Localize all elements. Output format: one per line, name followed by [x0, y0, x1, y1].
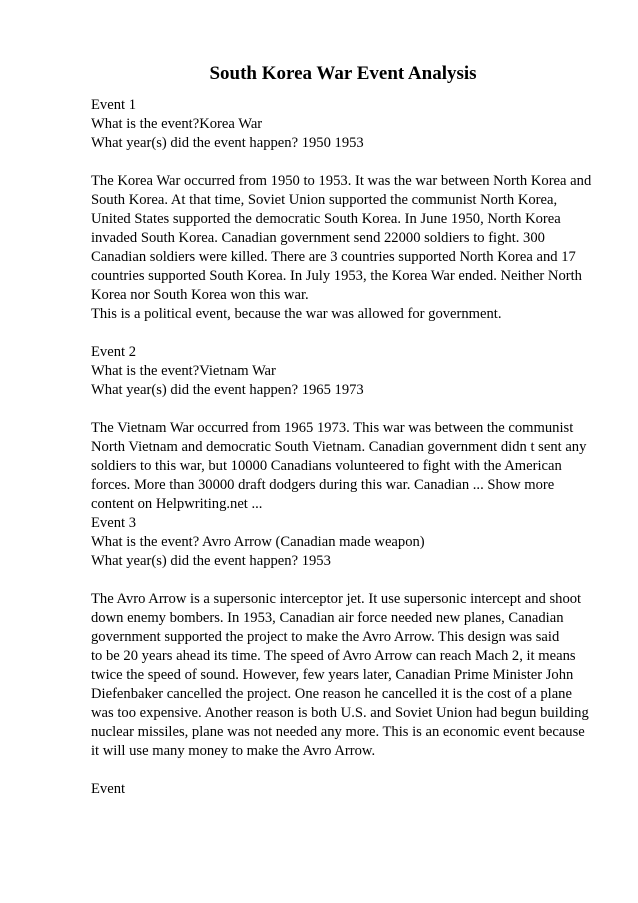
event-1-paragraph-line: United States supported the democratic South Korea. In June 1950, North Korea: [91, 211, 561, 227]
event-2-question-event: What is the event?Vietnam War: [91, 363, 276, 379]
trailing-event-heading: Event: [91, 781, 126, 797]
event-1-heading: Event 1: [91, 97, 136, 113]
event-2-paragraph-line: North Vietnam and democratic South Vietnam. Canadian government didn t sent any: [91, 439, 587, 455]
event-1-paragraph-line: invaded South Korea. Canadian government send 22000 soldiers to fight. 300: [91, 230, 545, 246]
event-3-paragraph-line: government supported the project to make the Avro Arrow. This design was said: [91, 629, 560, 645]
event-1-paragraph-line: Korea nor South Korea won this war.: [91, 287, 309, 303]
event-2-paragraph-line: soldiers to this war, but 10000 Canadians volunteered to fight with the American: [91, 458, 562, 474]
event-3-paragraph-line: nuclear missiles, plane was not needed any more. This is an economic event because: [91, 724, 585, 740]
event-3-paragraph-line: to be 20 years ahead its time. The speed of Avro Arrow can reach Mach 2, it means: [91, 648, 576, 664]
event-2-question-year: What year(s) did the event happen? 1965 1973: [91, 382, 364, 398]
event-2-paragraph-line: The Vietnam War occurred from 1965 1973. This war was between the communist: [91, 420, 574, 436]
event-3-question-event: What is the event? Avro Arrow (Canadian made weapon): [91, 534, 425, 550]
document-title: South Korea War Event Analysis: [209, 63, 477, 84]
paragraph-gap: [91, 153, 611, 172]
event-2-heading: Event 2: [91, 344, 136, 360]
paragraph-gap: [91, 324, 611, 343]
event-1-paragraph-line: Canadian soldiers were killed. There are 3 countries supported North Korea and 17: [91, 249, 576, 265]
document-body: [91, 96, 611, 799]
paragraph-gap: [91, 571, 611, 590]
event-3-paragraph-line: The Avro Arrow is a supersonic interceptor jet. It use supersonic intercept and shoot: [91, 591, 582, 607]
event-1-paragraph-line: The Korea War occurred from 1950 to 1953. It was the war between North Korea and: [91, 173, 592, 189]
event-1-paragraph-line: South Korea. At that time, Soviet Union supported the communist North Korea,: [91, 192, 558, 208]
event-3-heading: Event 3: [91, 515, 136, 531]
event-1-question-year: What year(s) did the event happen? 1950 1953: [91, 135, 364, 151]
paragraph-gap: [91, 761, 611, 780]
event-1-paragraph-line: countries supported South Korea. In July 1953, the Korea War ended. Neither North: [91, 268, 582, 284]
event-3-paragraph-line: down enemy bombers. In 1953, Canadian air force needed new planes, Canadian: [91, 610, 564, 626]
event-3-paragraph-line: was too expensive. Another reason is both U.S. and Soviet Union had begun building: [91, 705, 589, 721]
event-3-paragraph-line: Diefenbaker cancelled the project. One reason he cancelled it is the cost of a plane: [91, 686, 572, 702]
event-3-question-year: What year(s) did the event happen? 1953: [91, 553, 331, 569]
paragraph-gap: [91, 400, 611, 419]
event-2-paragraph-line: content on Helpwriting.net ...: [91, 496, 263, 512]
event-1-question-event: What is the event?Korea War: [91, 116, 263, 132]
event-2-paragraph-line: forces. More than 30000 draft dodgers during this war. Canadian ... Show more: [91, 477, 555, 493]
event-3-paragraph-line: it will use many money to make the Avro Arrow.: [91, 743, 376, 759]
event-1-paragraph-line: This is a political event, because the war was allowed for government.: [91, 306, 502, 322]
event-3-paragraph-line: twice the speed of sound. However, few years later, Canadian Prime Minister John: [91, 667, 574, 683]
